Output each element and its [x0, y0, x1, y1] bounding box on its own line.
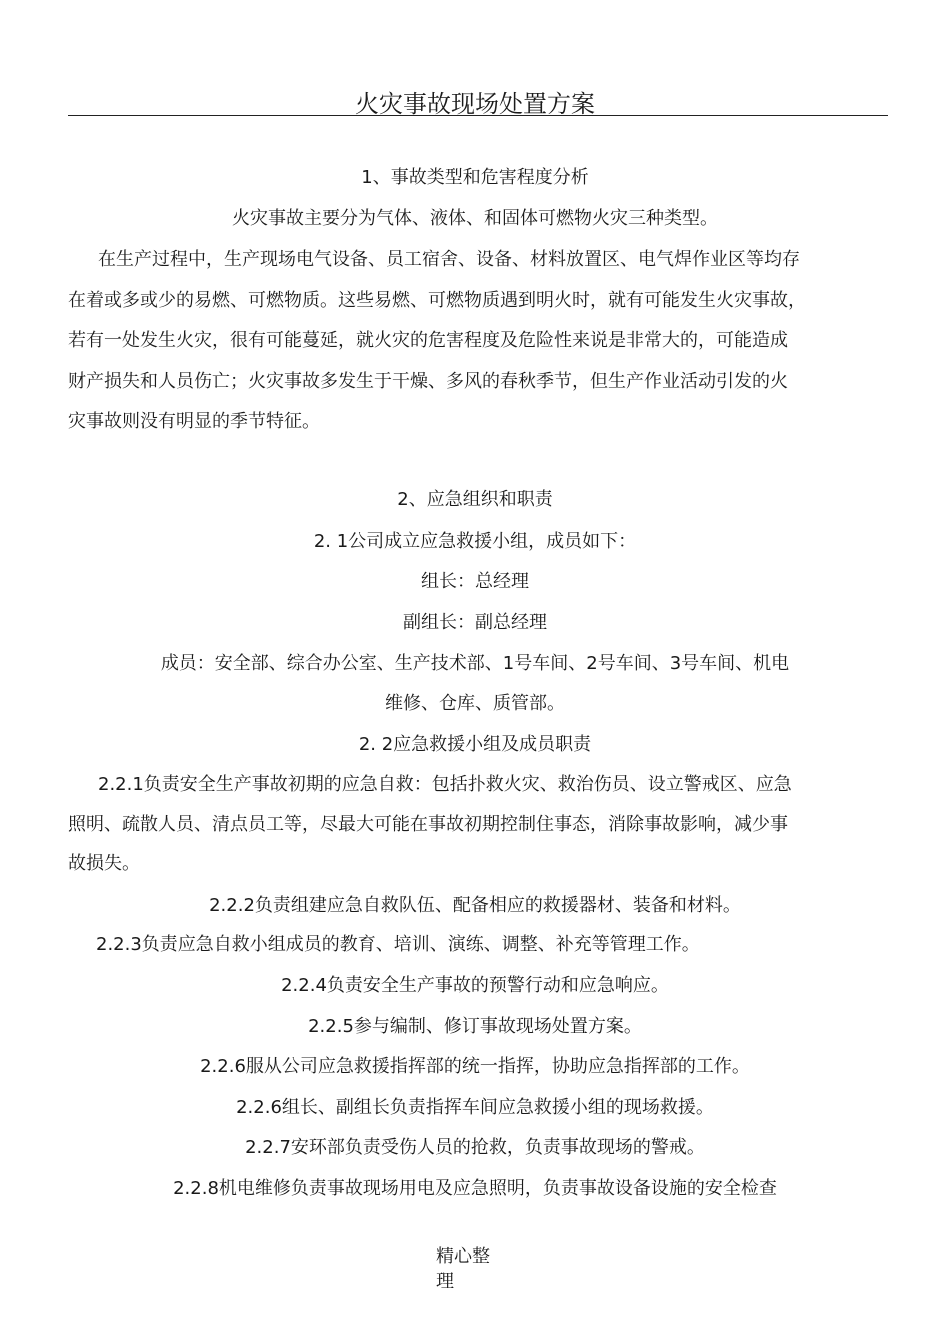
- duty-2-2-1-line: 故损失。: [68, 853, 140, 874]
- duty-2-2-3: 2.2.3负责应急自救小组成员的教育、培训、演练、调整、补充等管理工作。: [96, 934, 700, 955]
- section2-subheading-2-1: 2. 1公司成立应急救援小组，成员如下：: [313, 531, 637, 552]
- team-deputy-leader: 副组长：副总经理: [403, 612, 547, 633]
- section1-paragraph-line: 灾事故则没有明显的季节特征。: [68, 411, 320, 432]
- team-members-continued: 维修、仓库、质管部。: [385, 693, 565, 714]
- section1-paragraph-line: 若有一处发生火灾，很有可能蔓延，就火灾的危害程度及危险性来说是非常大的，可能造成: [68, 330, 788, 351]
- duty-2-2-2: 2.2.2负责组建应急自救队伍、配备相应的救援器材、装备和材料。: [209, 895, 741, 916]
- title-underline: [68, 115, 888, 116]
- duty-2-2-8: 2.2.8机电维修负责事故现场用电及应急照明，负责事故设备设施的安全检查: [173, 1178, 777, 1199]
- section1-paragraph-line: 财产损失和人员伤亡；火灾事故多发生于干燥、多风的春秋季节，但生产作业活动引发的火: [68, 371, 788, 392]
- footer-line-2: 理: [436, 1271, 454, 1292]
- duty-2-2-7: 2.2.7安环部负责受伤人员的抢救，负责事故现场的警戒。: [245, 1137, 705, 1158]
- section1-summary: 火灾事故主要分为气体、液体、和固体可燃物火灾三种类型。: [232, 208, 718, 229]
- section1-paragraph-line: 在着或多或少的易燃、可燃物质。这些易燃、可燃物质遇到明火时，就有可能发生火灾事故，: [68, 290, 806, 311]
- section1-heading: 1、事故类型和危害程度分析: [361, 167, 589, 188]
- page-footer: [436, 1244, 490, 1294]
- team-leader: 组长：总经理: [421, 571, 529, 592]
- footer-line-1: 精心整: [436, 1246, 490, 1267]
- page-title: 火灾事故现场处置方案: [355, 90, 595, 118]
- duty-2-2-5: 2.2.5参与编制、修订事故现场处置方案。: [308, 1016, 642, 1037]
- duty-2-2-6-leaders: 2.2.6组长、副组长负责指挥车间应急救援小组的现场救援。: [236, 1097, 714, 1118]
- duty-2-2-6: 2.2.6服从公司应急救援指挥部的统一指挥，协助应急指挥部的工作。: [200, 1056, 750, 1077]
- duty-2-2-1-line: 照明、疏散人员、清点员工等，尽最大可能在事故初期控制住事态，消除事故影响，减少事: [68, 814, 788, 835]
- duty-2-2-4: 2.2.4负责安全生产事故的预警行动和应急响应。: [281, 975, 669, 996]
- section2-heading: 2、应急组织和职责: [397, 489, 553, 510]
- section2-subheading-2-2: 2. 2应急救援小组及成员职责: [358, 734, 592, 755]
- team-members: 成员：安全部、综合办公室、生产技术部、1号车间、2号车间、3号车间、机电: [160, 653, 790, 674]
- duty-2-2-1-line: 2.2.1负责安全生产事故初期的应急自救：包括扑救火灾、救治伤员、设立警戒区、应急: [98, 774, 792, 795]
- section1-paragraph-line: 在生产过程中，生产现场电气设备、员工宿舍、设备、材料放置区、电气焊作业区等均存: [98, 249, 800, 270]
